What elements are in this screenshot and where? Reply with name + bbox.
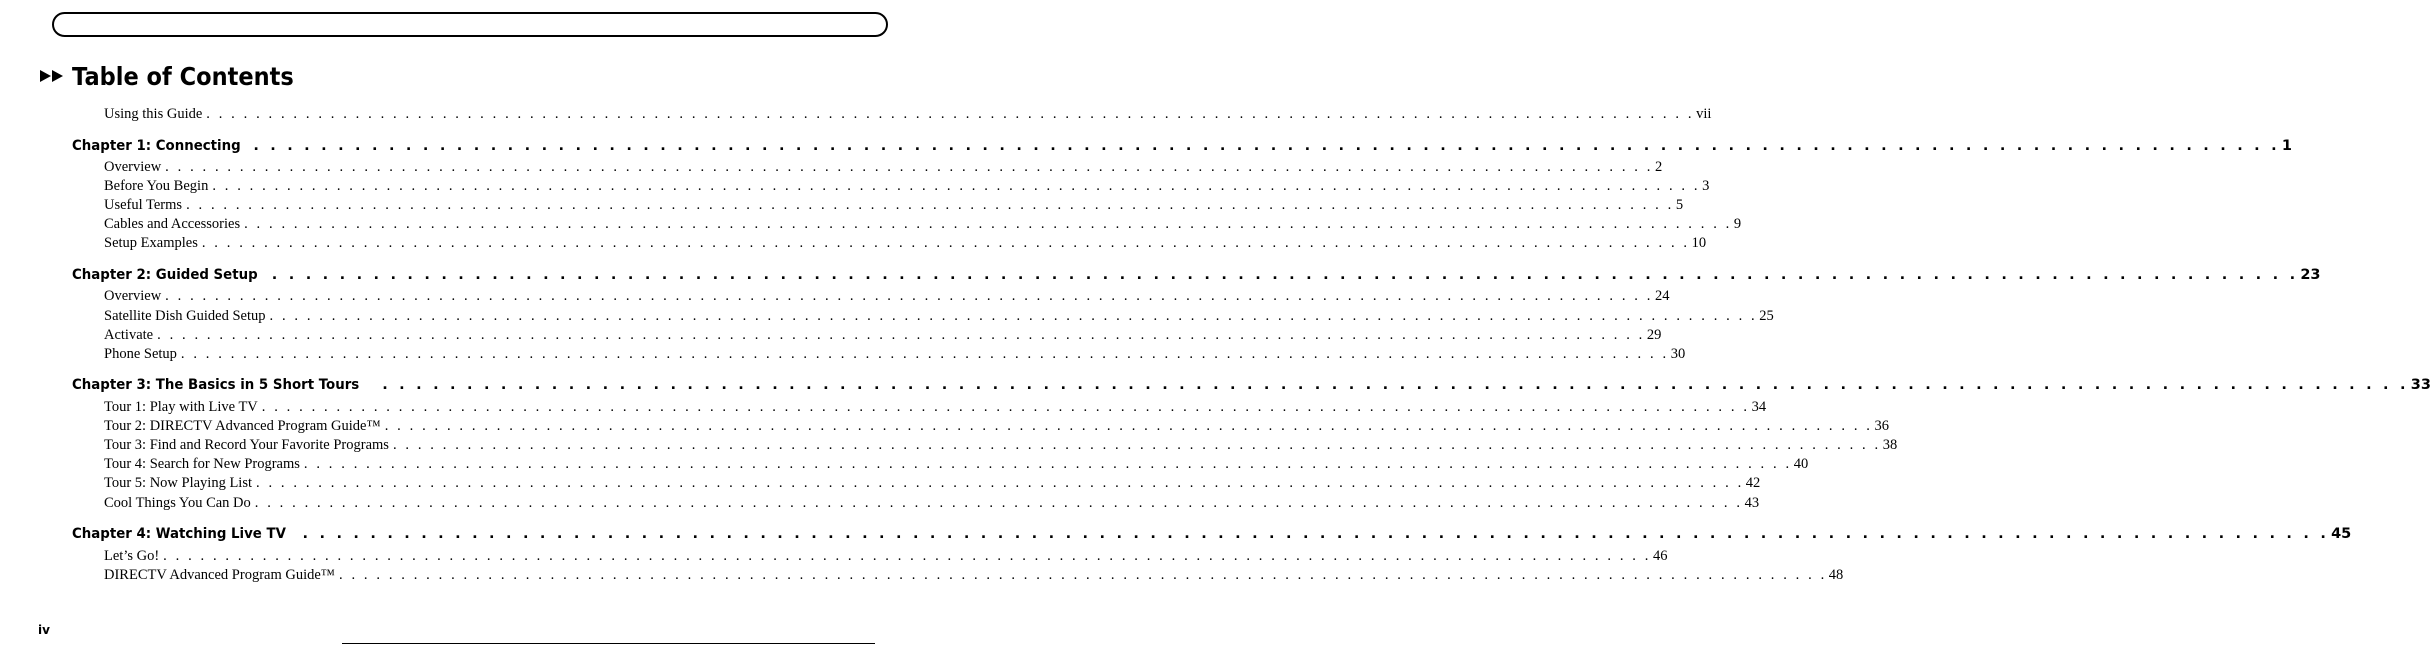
toc-chapter-row[interactable] xyxy=(72,138,2292,160)
toc-chapter-row[interactable] xyxy=(72,526,2352,548)
toc-entry-row[interactable] xyxy=(104,475,1761,494)
toc-label: Chapter 1: Connecting xyxy=(72,138,241,154)
toc-dot-leader: . . . . . . . . . . . . . . . . . . . . . . . . . . . . . . . . . . . . . . . . . . . . . . . . . . . . . . . . . . . . . . . . . . . . . . . . . . . . . . . . . . . . . . . . . . . . . . . . . . . . . . . . . . . . . . . . . . . . . . . . xyxy=(180,346,1669,362)
toc-entry-row[interactable] xyxy=(104,178,1710,197)
toc-label: Useful Terms xyxy=(104,197,183,213)
footer-rule xyxy=(342,643,875,644)
toc-page-number: 42 xyxy=(1745,475,1761,491)
toc-dot-leader: . . . . . . . . . . . . . . . . . . . . . . . . . . . . . . . . . . . . . . . . . . . . . . . . . . . . . . . . . . . . . . . . . . . . . . . . . . . . . . . . . . . . . . . . . . . . . . . . . . . . . . . . . . . . . . . . . . . . . . . . xyxy=(302,526,2330,542)
toc-label: Chapter 2: Guided Setup xyxy=(72,267,258,283)
page-title: Table of Contents xyxy=(72,61,294,91)
toc-dot-leader: . . . . . . . . . . . . . . . . . . . . . . . . . . . . . . . . . . . . . . . . . . . . . . . . . . . . . . . . . . . . . . . . . . . . . . . . . . . . . . . . . . . . . . . . . . . . . . . . . . . . . . . . . . . . . . . . . . . . . . . . xyxy=(303,456,1792,472)
toc-page-number: 5 xyxy=(1675,197,1684,213)
toc-dot-leader: . . . . . . . . . . . . . . . . . . . . . . . . . . . . . . . . . . . . . . . . . . . . . . . . . . . . . . . . . . . . . . . . . . . . . . . . . . . . . . . . . . . . . . . . . . . . . . . . . . . . . . . . . . . . . . . . . . . . . . . . xyxy=(157,327,1645,343)
toc-label: Tour 3: Find and Record Your Favorite Programs xyxy=(104,437,389,453)
toc-page-number: 40 xyxy=(1793,456,1809,472)
toc-entry-row[interactable] xyxy=(104,399,1767,418)
toc-dot-leader: . . . . . . . . . . . . . . . . . . . . . . . . . . . . . . . . . . . . . . . . . . . . . . . . . . . . . . . . . . . . . . . . . . . . . . . . . . . . . . . . . . . . . . . . . . . . . . . . . . . . . . . . . . . . . . . . . . . . . . . . xyxy=(186,197,1674,213)
toc-label: DIRECTV Advanced Program Guide™ xyxy=(104,567,336,583)
toc-dot-leader: . . . . . . . . . . . . . . . . . . . . . . . . . . . . . . . . . . . . . . . . . . . . . . . . . . . . . . . . . . . . . . . . . . . . . . . . . . . . . . . . . . . . . . . . . . . . . . . . . . . . . . . . . . . . . . . . . . . . . . . . xyxy=(165,288,1653,304)
toc-dot-leader: . . . . . . . . . . . . . . . . . . . . . . . . . . . . . . . . . . . . . . . . . . . . . . . . . . . . . . . . . . . . . . . . . . . . . . . . . . . . . . . . . . . . . . . . . . . . . . . . . . . . . . . . . . . . . . . . . . . . . . . . xyxy=(165,159,1653,175)
toc-dot-leader: . . . . . . . . . . . . . . . . . . . . . . . . . . . . . . . . . . . . . . . . . . . . . . . . . . . . . . . . . . . . . . . . . . . . . . . . . . . . . . . . . . . . . . . . . . . . . . . . . . . . . . . . . . . . . . . . . . . . . . . . xyxy=(206,106,1695,122)
toc-label: Before You Begin xyxy=(104,178,209,194)
toc-entry-row[interactable] xyxy=(104,548,1668,567)
page-title-row xyxy=(40,58,318,94)
toc-dot-leader: . . . . . . . . . . . . . . . . . . . . . . . . . . . . . . . . . . . . . . . . . . . . . . . . . . . . . . . . . . . . . . . . . . . . . . . . . . . . . . . . . . . . . . . . . . . . . . . . . . . . . . . . . . . . . . . . . . . . . . . . xyxy=(201,235,1690,251)
toc-dot-leader: . . . . . . . . . . . . . . . . . . . . . . . . . . . . . . . . . . . . . . . . . . . . . . . . . . . . . . . . . . . . . . . . . . . . . . . . . . . . . . . . . . . . . . . . . . . . . . . . . . . . . . . . . . . . . . . . . . . . . . . . xyxy=(244,216,1732,232)
toc-dot-leader: . . . . . . . . . . . . . . . . . . . . . . . . . . . . . . . . . . . . . . . . . . . . . . . . . . . . . . . . . . . . . . . . . . . . . . . . . . . . . . . . . . . . . . . . . . . . . . . . . . . . . . . . . . . . . . . . . . . . . . . . xyxy=(253,138,2280,154)
toc-label: Overview xyxy=(104,159,162,175)
toc-dot-leader: . . . . . . . . . . . . . . . . . . . . . . . . . . . . . . . . . . . . . . . . . . . . . . . . . . . . . . . . . . . . . . . . . . . . . . . . . . . . . . . . . . . . . . . . . . . . . . . . . . . . . . . . . . . . . . . . . . . . . . . . xyxy=(256,475,1744,491)
toc-page-number: 23 xyxy=(2300,267,2321,283)
toc-page-number: 10 xyxy=(1691,235,1707,251)
toc-entry-row[interactable] xyxy=(104,235,1707,254)
header-rounded-bar xyxy=(52,12,888,37)
toc-dot-leader: . . . . . . . . . . . . . . . . . . . . . . . . . . . . . . . . . . . . . . . . . . . . . . . . . . . . . . . . . . . . . . . . . . . . . . . . . . . . . . . . . . . . . . . . . . . . . . . . . . . . . . . . . . . . . . . . . . . . . . . . xyxy=(163,548,1651,564)
toc-entry-row[interactable] xyxy=(104,197,1684,216)
toc-label: Tour 5: Now Playing List xyxy=(104,475,253,491)
toc-chapter-row[interactable] xyxy=(72,267,2321,289)
toc-dot-leader: . . . . . . . . . . . . . . . . . . . . . . . . . . . . . . . . . . . . . . . . . . . . . . . . . . . . . . . . . . . . . . . . . . . . . . . . . . . . . . . . . . . . . . . . . . . . . . . . . . . . . . . . . . . . . . . . . . . . . . . . xyxy=(254,495,1743,511)
toc-label: Using this Guide xyxy=(104,106,203,122)
toc-entry-row[interactable] xyxy=(104,456,1809,475)
toc-label: Setup Examples xyxy=(104,235,198,251)
toc-page-number: 24 xyxy=(1654,288,1670,304)
toc-label: Tour 2: DIRECTV Advanced Program Guide™ xyxy=(104,418,381,434)
toc-label: Chapter 3: The Basics in 5 Short Tours xyxy=(72,377,360,393)
toc-dot-leader: . . . . . . . . . . . . . . . . . . . . . . . . . . . . . . . . . . . . . . . . . . . . . . . . . . . . . . . . . . . . . . . . . . . . . . . . . . . . . . . . . . . . . . . . . . . . . . . . . . . . . . . . . . . . . . . . . . . . . . . . xyxy=(392,437,1881,453)
toc-page-number: vii xyxy=(1696,106,1712,122)
toc-label: Cables and Accessories xyxy=(104,216,241,232)
toc-page-number: 29 xyxy=(1646,327,1662,343)
toc-page-number: 2 xyxy=(1654,159,1663,175)
toc-entry-row[interactable] xyxy=(104,327,1662,346)
toc-entry-row[interactable] xyxy=(104,437,1898,456)
toc-page-number: 25 xyxy=(1759,308,1774,324)
toc-page-number: 36 xyxy=(1874,418,1889,434)
toc-entry-row[interactable] xyxy=(104,567,1844,586)
toc-page-number: 33 xyxy=(2410,377,2431,393)
toc-dot-leader: . . . . . . . . . . . . . . . . . . . . . . . . . . . . . . . . . . . . . . . . . . . . . . . . . . . . . . . . . . . . . . . . . . . . . . . . . . . . . . . . . . . . . . . . . . . . . . . . . . . . . . . . . . . . . . . . . . . . . . . . xyxy=(261,399,1750,415)
toc-page-number: 3 xyxy=(1702,178,1710,194)
toc-label: Chapter 4: Watching Live TV xyxy=(72,526,286,542)
page-number: iv xyxy=(38,623,50,637)
toc-page-number: 34 xyxy=(1751,399,1767,415)
toc-label: Activate xyxy=(104,327,154,343)
toc-label: Overview xyxy=(104,288,162,304)
toc-page-number: 30 xyxy=(1670,346,1686,362)
toc-dot-leader: . . . . . . . . . . . . . . . . . . . . . . . . . . . . . . . . . . . . . . . . . . . . . . . . . . . . . . . . . . . . . . . . . . . . . . . . . . . . . . . . . . . . . . . . . . . . . . . . . . . . . . . . . . . . . . . . . . . . . . . . xyxy=(382,377,2409,393)
toc-page-number: 46 xyxy=(1652,548,1668,564)
toc-chapter-row[interactable] xyxy=(72,377,2431,399)
toc-label: Tour 4: Search for New Programs xyxy=(104,456,300,472)
toc-entry-row[interactable] xyxy=(104,159,1663,178)
toc-page-number: 38 xyxy=(1882,437,1898,453)
fast-forward-icon xyxy=(40,69,64,83)
toc-entry-row[interactable] xyxy=(104,216,1742,235)
toc-entry-row[interactable] xyxy=(104,346,1686,365)
toc-dot-leader: . . . . . . . . . . . . . . . . . . . . . . . . . . . . . . . . . . . . . . . . . . . . . . . . . . . . . . . . . . . . . . . . . . . . . . . . . . . . . . . . . . . . . . . . . . . . . . . . . . . . . . . . . . . . . . . . . . . . . . . . xyxy=(212,178,1701,194)
toc-label: Satellite Dish Guided Setup xyxy=(104,308,266,324)
toc-label: Phone Setup xyxy=(104,346,177,362)
toc-page-number: 45 xyxy=(2331,526,2352,542)
toc-label: Tour 1: Play with Live TV xyxy=(104,399,258,415)
toc-entry-row[interactable] xyxy=(104,495,1760,514)
toc-page-number: 43 xyxy=(1744,495,1760,511)
toc-page-number: 1 xyxy=(2281,138,2292,154)
toc-entry-row[interactable] xyxy=(104,418,1889,437)
toc-label: Let’s Go! xyxy=(104,548,160,564)
toc-dot-leader: . . . . . . . . . . . . . . . . . . . . . . . . . . . . . . . . . . . . . . . . . . . . . . . . . . . . . . . . . . . . . . . . . . . . . . . . . . . . . . . . . . . . . . . . . . . . . . . . . . . . . . . . . . . . . . . . . . . . . . . . xyxy=(271,267,2299,283)
toc-entry-row[interactable] xyxy=(104,288,1670,307)
toc-entry-row[interactable] xyxy=(104,308,1774,327)
toc-dot-leader: . . . . . . . . . . . . . . . . . . . . . . . . . . . . . . . . . . . . . . . . . . . . . . . . . . . . . . . . . . . . . . . . . . . . . . . . . . . . . . . . . . . . . . . . . . . . . . . . . . . . . . . . . . . . . . . . . . . . . . . . xyxy=(269,308,1758,324)
toc-page-number: 48 xyxy=(1828,567,1844,583)
toc-dot-leader: . . . . . . . . . . . . . . . . . . . . . . . . . . . . . . . . . . . . . . . . . . . . . . . . . . . . . . . . . . . . . . . . . . . . . . . . . . . . . . . . . . . . . . . . . . . . . . . . . . . . . . . . . . . . . . . . . . . . . . . . xyxy=(339,567,1827,583)
toc-label: Cool Things You Can Do xyxy=(104,495,251,511)
toc-page-number: 9 xyxy=(1733,216,1742,232)
toc-entry-row[interactable] xyxy=(104,106,1712,125)
toc-dot-leader: . . . . . . . . . . . . . . . . . . . . . . . . . . . . . . . . . . . . . . . . . . . . . . . . . . . . . . . . . . . . . . . . . . . . . . . . . . . . . . . . . . . . . . . . . . . . . . . . . . . . . . . . . . . . . . . . . . . . . . . . xyxy=(384,418,1873,434)
